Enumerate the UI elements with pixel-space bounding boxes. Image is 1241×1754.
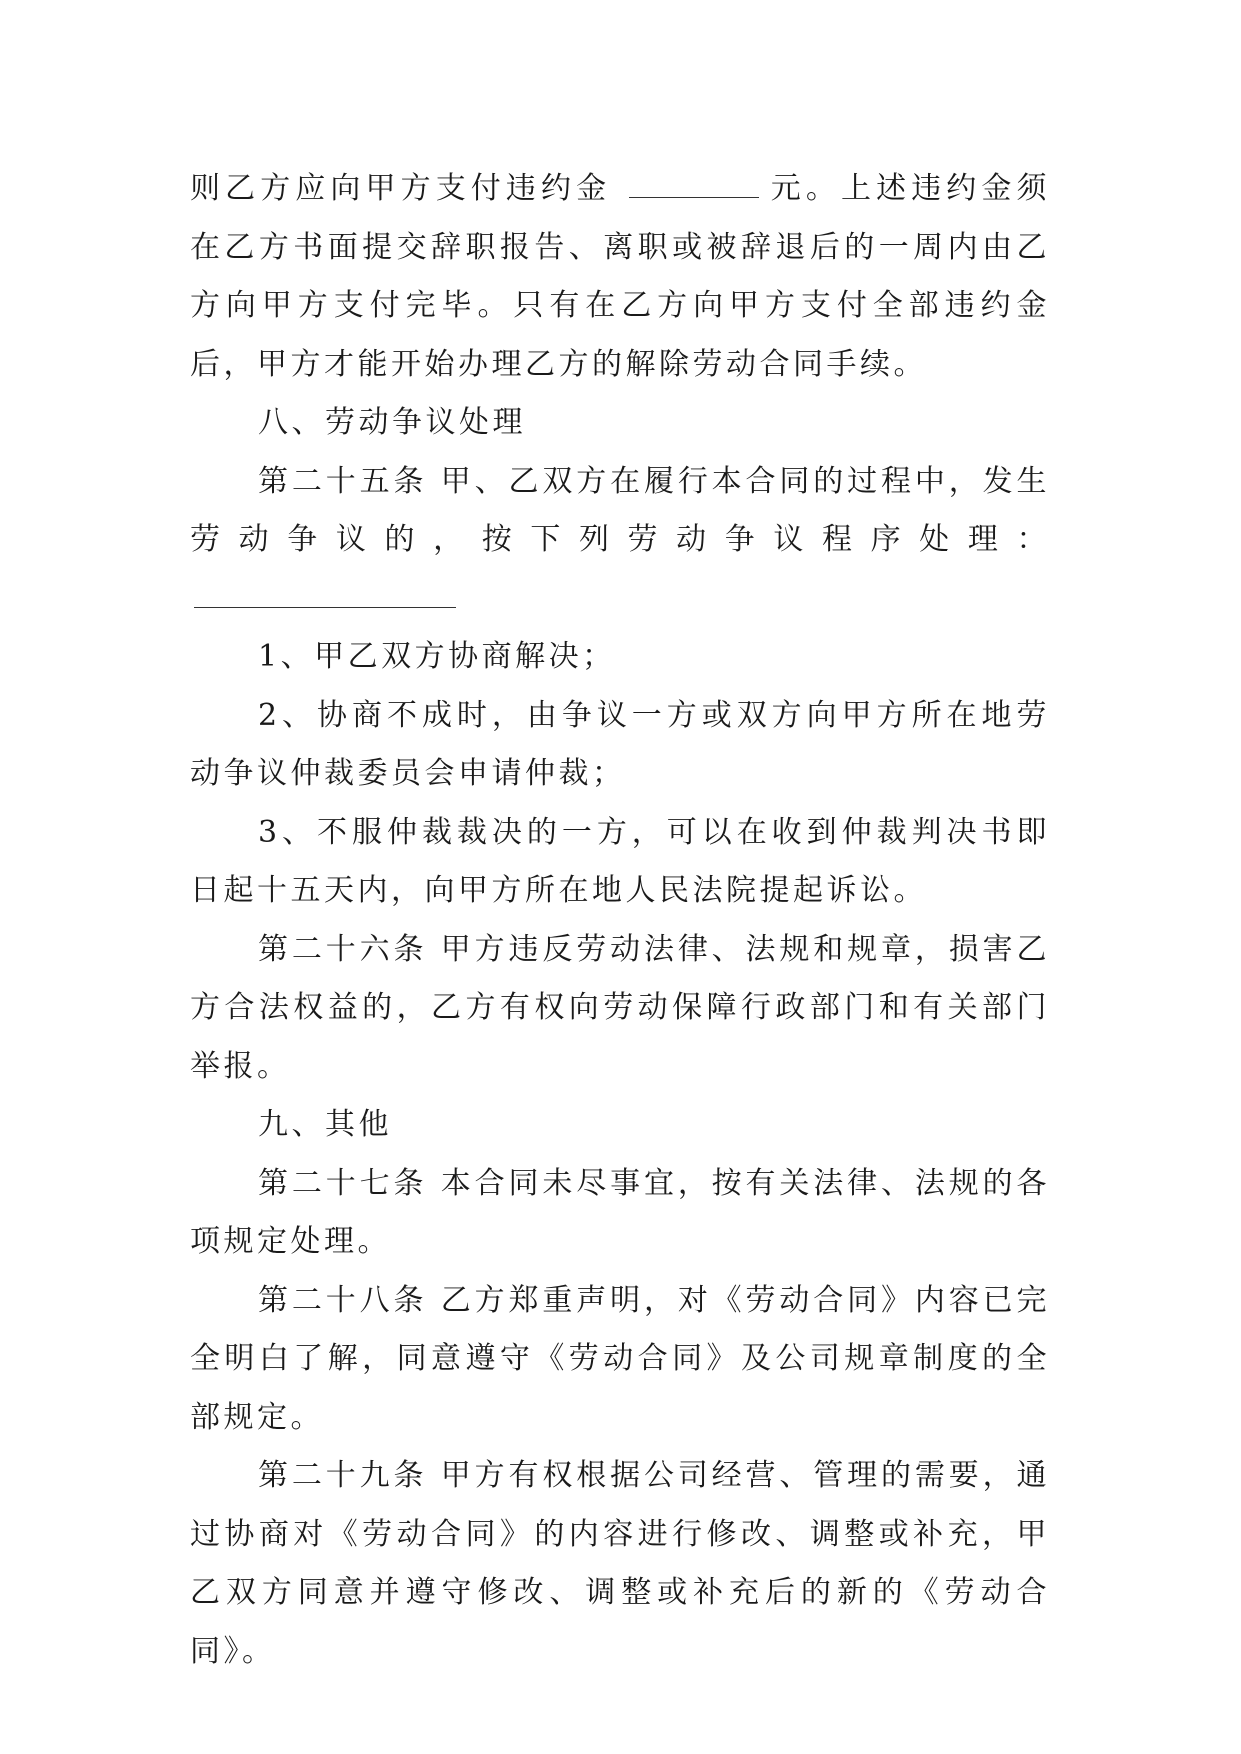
article-26: 第二十六条 甲方违反劳动法律、法规和规章，损害乙方合法权益的，乙方有权向劳动保障行政部门和有关部门举报。 (190, 931, 1050, 1084)
article-27: 第二十七条 本合同未尽事宜，按有关法律、法规的各项规定处理。 (190, 1165, 1050, 1259)
article-25-text: 第二十五条 甲、乙双方在履行本合同的过程中，发生劳动争议的，按下列劳动争议程序处理： (190, 463, 1050, 557)
section-heading-other: 九、其他 (258, 1107, 392, 1142)
penalty-text-after-blank: 元。上述违约金须在乙方书面提交辞职报告、离职或被辞退后的一周内由乙方向甲方支付完毕。只有在乙方向甲方支付全部违约金后，甲方才能开始办理乙方的解除劳动合同手续。 (190, 171, 1051, 382)
article-25-item-1: 1、甲乙双方协商解决； (258, 639, 616, 674)
penalty-text-before-blank: 则乙方应向甲方支付违约金 (190, 171, 612, 206)
article-25-item-2: 2、协商不成时，由争议一方或双方向甲方所在地劳动争议仲裁委员会申请仲裁； (190, 697, 1050, 791)
paragraph-penalty (190, 160, 1050, 394)
article-28: 第二十八条 乙方郑重声明，对《劳动合同》内容已完全明白了解，同意遵守《劳动合同》及公司规章制度的全部规定。 (190, 1282, 1050, 1435)
article-25 (190, 453, 1050, 629)
penalty-amount-blank (629, 173, 759, 198)
article-29: 第二十九条 甲方有权根据公司经营、管理的需要，通过协商对《劳动合同》的内容进行修改、调整或补充，甲乙双方同意并遵守修改、调整或补充后的新的《劳动合同》。 (190, 1458, 1050, 1669)
dispute-procedure-blank (194, 583, 456, 608)
document-body (190, 160, 1050, 1681)
section-heading-dispute: 八、劳动争议处理 (258, 405, 526, 440)
article-25-item-3: 3、不服仲裁裁决的一方，可以在收到仲裁判决书即日起十五天内，向甲方所在地人民法院提起诉讼。 (190, 814, 1050, 908)
